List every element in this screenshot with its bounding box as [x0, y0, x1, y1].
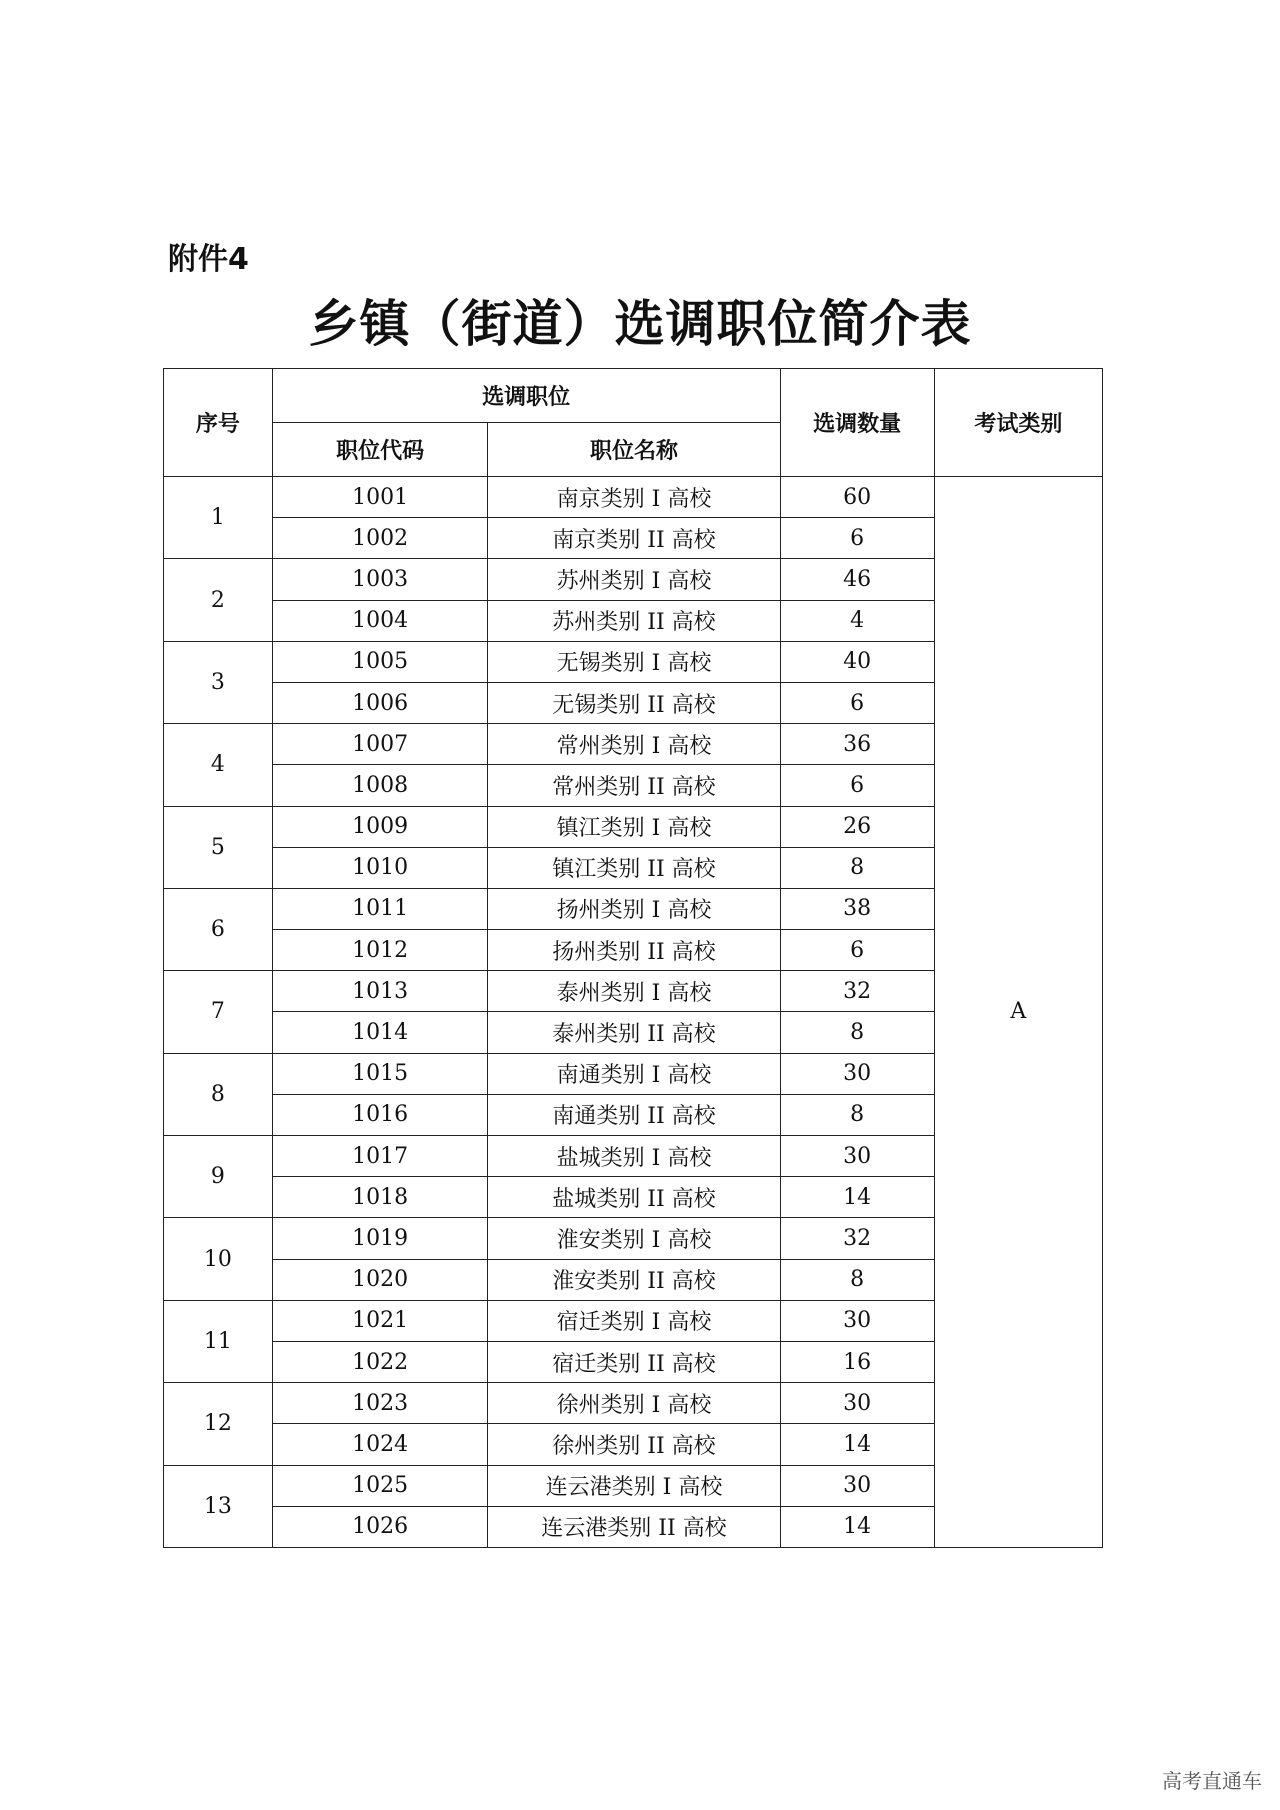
cell-index: 1: [164, 477, 273, 559]
cell-name: 盐城类别 I 高校: [488, 1136, 780, 1177]
cell-quota: 32: [780, 971, 934, 1012]
cell-code: 1023: [272, 1383, 488, 1424]
cell-code: 1015: [272, 1053, 488, 1094]
cell-index: 8: [164, 1053, 273, 1135]
cell-name: 连云港类别 I 高校: [488, 1465, 780, 1506]
cell-code: 1004: [272, 600, 488, 641]
cell-quota: 6: [780, 682, 934, 723]
header-index: 序号: [164, 369, 273, 477]
cell-code: 1013: [272, 971, 488, 1012]
cell-quota: 8: [780, 847, 934, 888]
cell-name: 南京类别 II 高校: [488, 518, 780, 559]
cell-exam-type: A: [934, 477, 1102, 1548]
cell-name: 扬州类别 II 高校: [488, 930, 780, 971]
header-exam-type: 考试类别: [934, 369, 1102, 477]
cell-code: 1024: [272, 1424, 488, 1465]
header-name: 职位名称: [488, 423, 780, 477]
header-position-group: 选调职位: [272, 369, 780, 423]
cell-name: 常州类别 I 高校: [488, 724, 780, 765]
cell-code: 1026: [272, 1506, 488, 1547]
cell-quota: 30: [780, 1300, 934, 1341]
attachment-label: 附件4: [168, 242, 249, 277]
cell-name: 宿迁类别 II 高校: [488, 1341, 780, 1382]
cell-code: 1006: [272, 682, 488, 723]
cell-quota: 4: [780, 600, 934, 641]
watermark: 高考直通车: [1162, 1769, 1262, 1793]
cell-code: 1002: [272, 518, 488, 559]
cell-name: 苏州类别 I 高校: [488, 559, 780, 600]
cell-index: 3: [164, 641, 273, 723]
cell-name: 宿迁类别 I 高校: [488, 1300, 780, 1341]
cell-quota: 38: [780, 888, 934, 929]
cell-name: 淮安类别 II 高校: [488, 1259, 780, 1300]
cell-name: 苏州类别 II 高校: [488, 600, 780, 641]
cell-quota: 6: [780, 930, 934, 971]
cell-quota: 30: [780, 1383, 934, 1424]
header-quota: 选调数量: [780, 369, 934, 477]
cell-code: 1016: [272, 1094, 488, 1135]
cell-index: 2: [164, 559, 273, 641]
table-row: [164, 477, 1103, 518]
cell-quota: 46: [780, 559, 934, 600]
cell-quota: 14: [780, 1177, 934, 1218]
cell-quota: 30: [780, 1136, 934, 1177]
cell-index: 11: [164, 1300, 273, 1382]
cell-index: 12: [164, 1383, 273, 1465]
cell-index: 7: [164, 971, 273, 1053]
cell-index: 9: [164, 1136, 273, 1218]
cell-quota: 8: [780, 1012, 934, 1053]
cell-code: 1008: [272, 765, 488, 806]
cell-quota: 32: [780, 1218, 934, 1259]
cell-index: 5: [164, 806, 273, 888]
cell-code: 1020: [272, 1259, 488, 1300]
cell-quota: 30: [780, 1465, 934, 1506]
cell-name: 南通类别 I 高校: [488, 1053, 780, 1094]
cell-index: 6: [164, 888, 273, 970]
positions-table: [163, 368, 1103, 1548]
cell-quota: 8: [780, 1094, 934, 1135]
cell-quota: 14: [780, 1424, 934, 1465]
cell-name: 南京类别 I 高校: [488, 477, 780, 518]
cell-code: 1021: [272, 1300, 488, 1341]
cell-code: 1010: [272, 847, 488, 888]
cell-name: 镇江类别 I 高校: [488, 806, 780, 847]
cell-name: 连云港类别 II 高校: [488, 1506, 780, 1547]
cell-quota: 6: [780, 518, 934, 559]
cell-code: 1022: [272, 1341, 488, 1382]
cell-name: 常州类别 II 高校: [488, 765, 780, 806]
cell-code: 1012: [272, 930, 488, 971]
cell-quota: 8: [780, 1259, 934, 1300]
cell-name: 泰州类别 I 高校: [488, 971, 780, 1012]
cell-code: 1005: [272, 641, 488, 682]
cell-name: 徐州类别 II 高校: [488, 1424, 780, 1465]
cell-quota: 30: [780, 1053, 934, 1094]
cell-quota: 6: [780, 765, 934, 806]
cell-quota: 40: [780, 641, 934, 682]
cell-index: 10: [164, 1218, 273, 1300]
header-code: 职位代码: [272, 423, 488, 477]
cell-name: 淮安类别 I 高校: [488, 1218, 780, 1259]
cell-name: 泰州类别 II 高校: [488, 1012, 780, 1053]
cell-index: 4: [164, 724, 273, 806]
cell-name: 无锡类别 I 高校: [488, 641, 780, 682]
cell-code: 1011: [272, 888, 488, 929]
cell-code: 1009: [272, 806, 488, 847]
cell-code: 1003: [272, 559, 488, 600]
cell-quota: 26: [780, 806, 934, 847]
cell-name: 镇江类别 II 高校: [488, 847, 780, 888]
cell-quota: 16: [780, 1341, 934, 1382]
cell-code: 1017: [272, 1136, 488, 1177]
cell-code: 1007: [272, 724, 488, 765]
cell-name: 徐州类别 I 高校: [488, 1383, 780, 1424]
cell-name: 南通类别 II 高校: [488, 1094, 780, 1135]
cell-code: 1014: [272, 1012, 488, 1053]
cell-name: 无锡类别 II 高校: [488, 682, 780, 723]
cell-name: 扬州类别 I 高校: [488, 888, 780, 929]
cell-quota: 14: [780, 1506, 934, 1547]
cell-index: 13: [164, 1465, 273, 1547]
cell-code: 1025: [272, 1465, 488, 1506]
cell-quota: 36: [780, 724, 934, 765]
cell-code: 1019: [272, 1218, 488, 1259]
cell-name: 盐城类别 II 高校: [488, 1177, 780, 1218]
cell-code: 1018: [272, 1177, 488, 1218]
page-title: 乡镇（街道）选调职位简介表: [308, 294, 972, 353]
cell-code: 1001: [272, 477, 488, 518]
cell-quota: 60: [780, 477, 934, 518]
